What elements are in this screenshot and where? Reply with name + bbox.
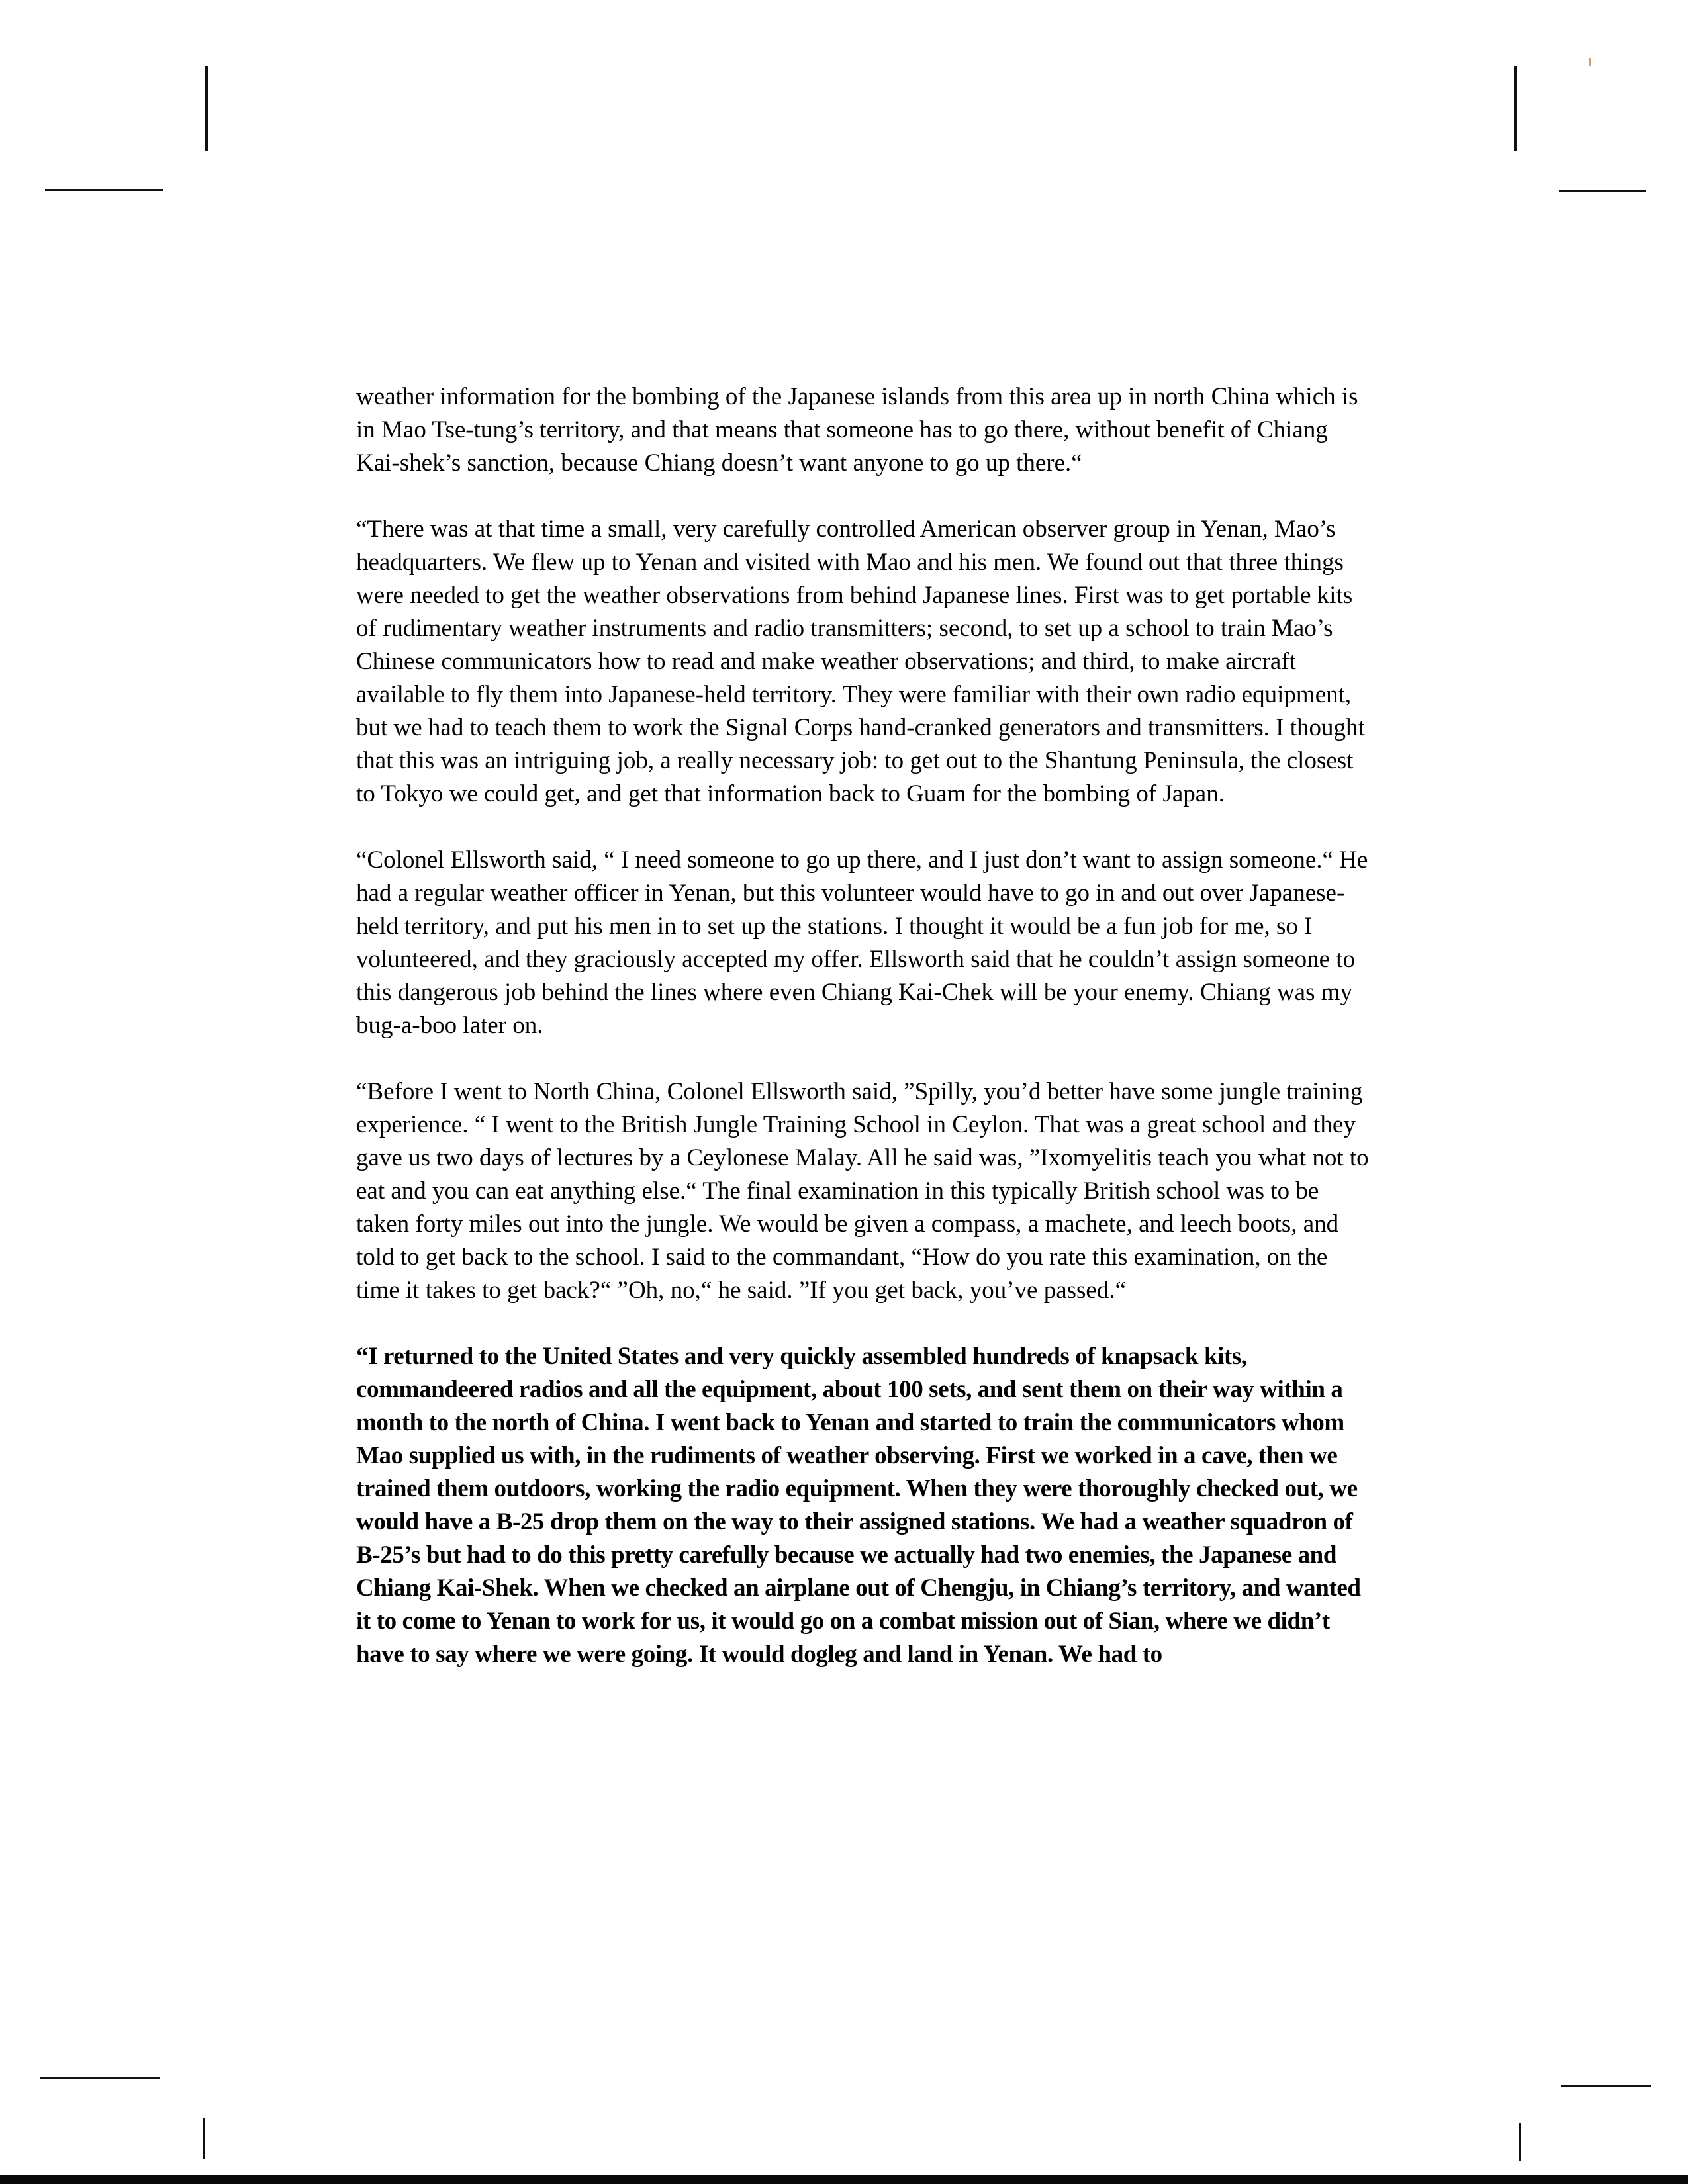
- crop-mark-top-left-vertical: [205, 66, 208, 151]
- paragraph-3: “Colonel Ellsworth said, “ I need someone to go up there, and I just don’t want to assign someone.“ He had a regular weather officer in Yenan, but this volunteer would have to go in and out over Japanese-held territory, and put his men in to set up the stations. I thought it would be a fun job for me, so I volunteered, and they graciously accepted my offer. Ellsworth said that he couldn’t assign someone to this dangerous job behind the lines where even Chiang Kai-Chek will be your enemy. Chiang was my bug-a-boo later on.: [356, 846, 1368, 1039]
- crop-mark-top-left-horizontal: [45, 189, 163, 191]
- crop-mark-bottom-right-vertical: [1519, 2123, 1521, 2161]
- crop-mark-top-right-horizontal: [1559, 190, 1646, 192]
- paragraph-4: “Before I went to North China, Colonel Ellsworth said, ”Spilly, you’d better have some jungle training experience. “ I went to the British Jungle Training School in Ceylon. That was a great school and they gave us two days of lectures by a Ceylonese Malay. All he said was, ”Ixomyelitis teach you what not to eat and you can eat anything else.“ The final examination in this typically British school was to be taken forty miles out into the jungle. We would be given a compass, a machete, and leech boots, and told to get back to the school. I said to the commandant, “How do you rate this examination, on the time it takes to get back?“ ”Oh, no,“ he said. ”If you get back, you’ve passed.“: [356, 1078, 1369, 1304]
- crop-mark-top-right-vertical: [1514, 66, 1517, 151]
- paragraph-5: “I returned to the United States and very quickly assembled hundreds of knapsack kits, commandeered radios and all the equipment, about 100 sets, and sent them on their way within a month to the north of China. I went back to Yenan and started to train the communicators whom Mao supplied us with, in the rudiments of weather observing. First we worked in a cave, then we trained them outdoors, working the radio equipment. When they were thoroughly checked out, we would have a B-25 drop them on the way to their assigned stations. We had a weather squadron of B-25’s but had to do this pretty carefully because we actually had two enemies, the Japanese and Chiang Kai-Shek. When we checked an airplane out of Chengju, in Chiang’s territory, and wanted it to come to Yenan to work for us, it would go on a combat mission out of Sian, where we didn’t have to say where we were going. It would dogleg and land in Yenan. We had to: [356, 1343, 1361, 1668]
- crop-mark-bottom-right-horizontal: [1561, 2085, 1651, 2087]
- crop-mark-bottom-left-vertical: [203, 2118, 205, 2159]
- scan-speck: [1589, 58, 1591, 66]
- crop-mark-bottom-left-horizontal: [40, 2077, 160, 2079]
- paragraph-1: weather information for the bombing of the Japanese islands from this area up in north China which is in Mao Tse-tung’s territory, and that means that someone has to go there, without benefit of Chiang Kai-shek’s sanction, because Chiang doesn’t want anyone to go up there.“: [356, 383, 1358, 477]
- document-text-body: [356, 381, 1376, 1704]
- scan-bottom-edge: [0, 2175, 1688, 2184]
- paragraph-2: “There was at that time a small, very carefully controlled American observer group in Yenan, Mao’s headquarters. We flew up to Yenan and visited with Mao and his men. We found out that three things were needed to get the weather observations from behind Japanese lines. First was to get portable kits of rudimentary weather instruments and radio transmitters; second, to set up a school to train Mao’s Chinese communicators how to read and make weather observations; and third, to make aircraft available to fly them into Japanese-held territory. They were familiar with their own radio equipment, but we had to teach them to work the Signal Corps hand-cranked generators and transmitters. I thought that this was an intriguing job, a really necessary job: to get out to the Shantung Peninsula, the closest to Tokyo we could get, and get that information back to Guam for the bombing of Japan.: [356, 516, 1365, 807]
